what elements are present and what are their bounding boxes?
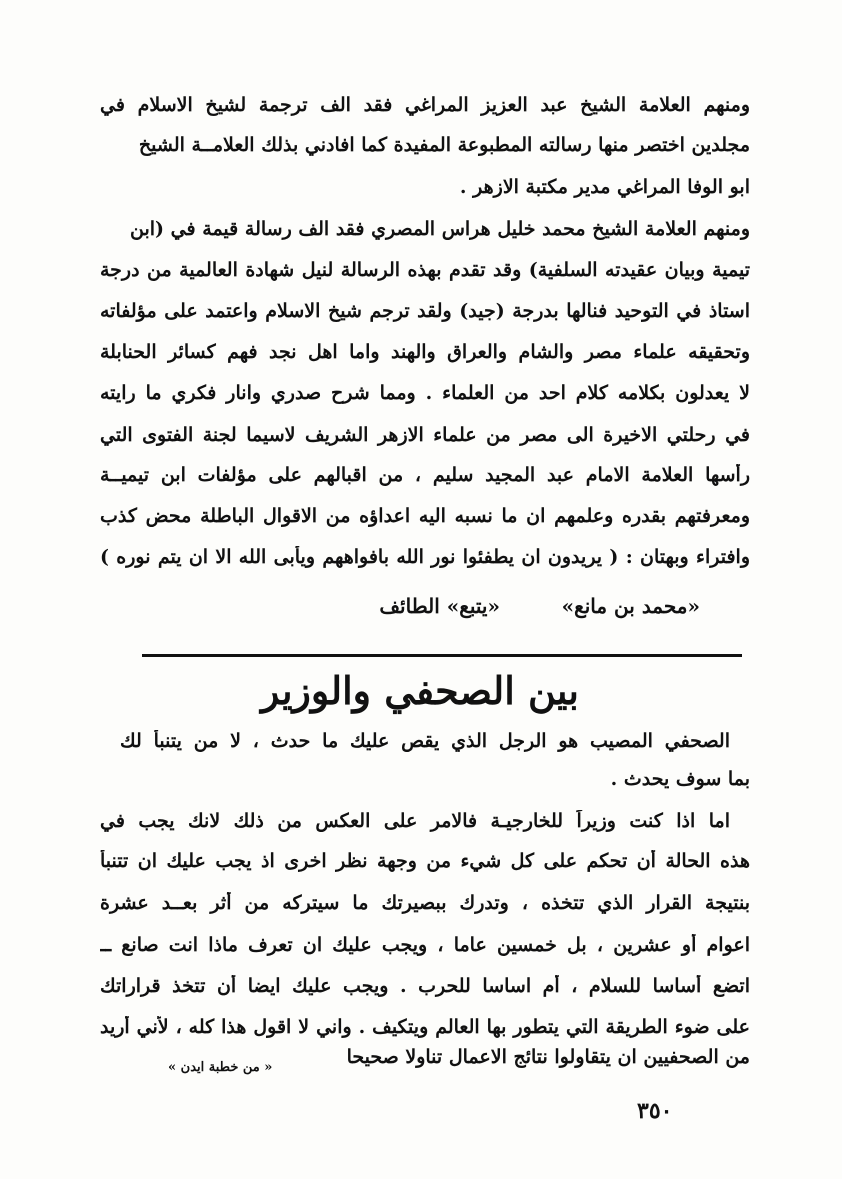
article1-line-6: استاذ في التوحيد فنالها بدرجة (جيد) ولقد ترجم شيخ الاسلام واعتمد على مؤلفاته <box>100 300 750 322</box>
article2-line-9: من الصحفيين ان يتقاولوا نتائج الاعمال تناولا صحيحا <box>346 1046 750 1068</box>
article1-line-3: ابو الوفا المراغي مدير مكتبة الازهر . <box>459 176 750 198</box>
article2-line-8: على ضوء الطريقة التي يتطور بها العالم ويتكيف . واني لا اقول هذا كله ، لأني أريد <box>100 1016 750 1038</box>
article1-line-10: رأسها العلامة الامام عبد المجيد سليم ، من اقبالهم على مؤلفات ابن تيميــة <box>100 464 750 486</box>
article2-line-1: الصحفي المصيب هو الرجل الذي يقص عليك ما حدث ، لا من يتنبأ لك <box>120 730 730 752</box>
article1-line-5: تيمية وبيان عقيدته السلفية) وقد تقدم بهذه الرسالة لنيل شهادة العالمية من درجة <box>100 259 750 281</box>
article1-line-9: في رحلتي الاخيرة الى مصر من علماء الازهر الشريف لاسيما لجنة الفتوى التي <box>100 424 750 446</box>
article2-line-5: بنتيجة القرار الذي تتخذه ، وتدرك ببصيرتك ما سيتركه من أثر بعــد عشرة <box>100 892 750 914</box>
author-signature: «محمد بن مانع» <box>561 594 700 618</box>
article1-line-8: لا يعدلون بكلامه كلام احد من العلماء . ومما شرح صدري وانار فكري ما رايته <box>100 382 750 404</box>
article1-line-4: ومنهم العلامة الشيخ محمد خليل هراس المصري فقد الف رسالة قيمة في (ابن <box>130 218 750 240</box>
page-number: ٣٥٠ <box>637 1098 673 1124</box>
article1-line-1: ومنهم العلامة الشيخ عبد العزيز المراغي فقد الف ترجمة لشيخ الاسلام في <box>100 94 750 116</box>
article2-line-3: اما اذا كنت وزيراً للخارجيـة فالامر على العكس من ذلك لانك يجب في <box>100 810 730 832</box>
article2-title: بين الصحفي والوزير <box>261 668 579 713</box>
article1-line-12: وافتراء وبهتان : ( يريدون ان يطفئوا نور الله بافواههم ويأبى الله الا ان يتم نوره ) <box>100 546 750 568</box>
section-divider <box>142 654 742 657</box>
article1-line-7: وتحقيقه علماء مصر والشام والعراق والهند واما اهل نجد فهم كسائر الحنابلة <box>100 341 750 363</box>
article2-line-7: اتضع أساسا للسلام ، أم اساسا للحرب . ويجب عليك ايضا أن تتخذ قراراتك <box>100 975 750 997</box>
article1-line-11: ومعرفتهم بقدره وعلمهم ان ما نسبه اليه اعداؤه من الاقوال الباطلة محض كذب <box>100 505 750 527</box>
article1-line-2: مجلدين اختصر منها رسالته المطبوعة المفيدة كما افادني بذلك العلامــة الشيخ <box>138 134 750 156</box>
continued-note: «يتبع» الطائف <box>379 594 500 618</box>
article2-line-6: اعوام أو عشرين ، بل خمسين عاما ، ويجب عليك ان تعرف ماذا انت صانع ــ <box>100 934 750 956</box>
article2-source: « من خطبة ايدن » <box>168 1060 273 1075</box>
article2-line-4: هذه الحالة أن تحكم على كل شيء من وجهة نظر اخرى اذ يجب عليك ان تتنبأ <box>100 850 750 872</box>
article2-line-2: بما سوف يحدث . <box>610 768 750 790</box>
